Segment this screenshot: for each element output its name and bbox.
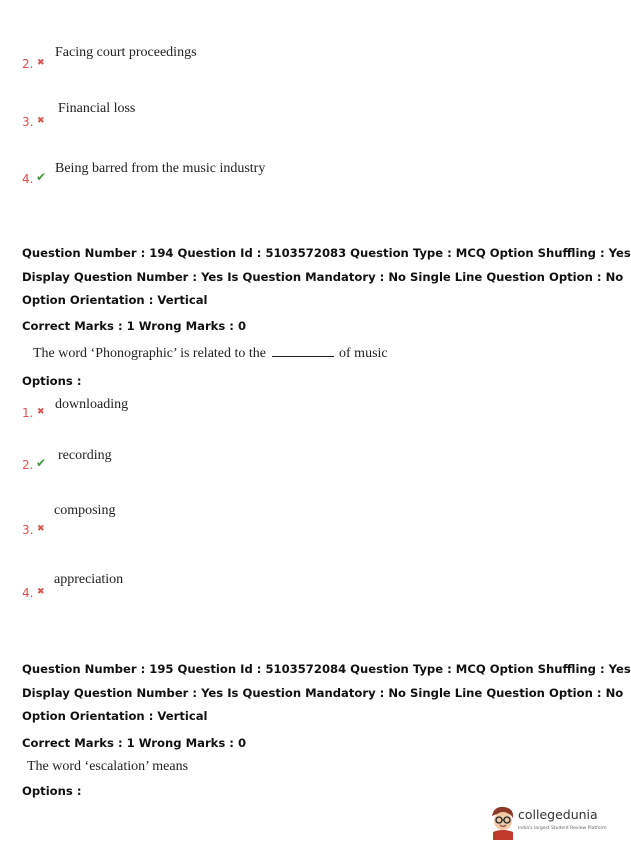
- question-meta-line2: Display Question Number : Yes Is Question Mandatory : No Single Line Question Option : No: [22, 270, 624, 284]
- option-text: Financial loss: [58, 101, 136, 116]
- option-number: 4.: [22, 586, 34, 600]
- question-meta-line1: Question Number : 195 Question Id : 5103572084 Question Type : MCQ Option Shuffling : Yes: [22, 662, 631, 676]
- question-marks: Correct Marks : 1 Wrong Marks : 0: [22, 736, 247, 750]
- cross-icon: ✖: [37, 587, 45, 597]
- question-meta-line2: Display Question Number : Yes Is Question Mandatory : No Single Line Question Option : No: [22, 686, 624, 700]
- cross-icon: ✖: [37, 116, 45, 126]
- question-meta-line3: Option Orientation : Vertical: [22, 709, 208, 723]
- option-number: 3.: [22, 115, 34, 129]
- option-text: Being barred from the music industry: [55, 161, 266, 176]
- option-number: 3.: [22, 523, 34, 537]
- answer-blank: [272, 346, 334, 357]
- option-number: 4.: [22, 172, 34, 186]
- cross-icon: ✖: [37, 58, 45, 68]
- option-text: appreciation: [54, 572, 124, 587]
- option-number: 1.: [22, 406, 34, 420]
- logo-tagline: India's largest Student Review Platform: [518, 826, 607, 831]
- question-marks: Correct Marks : 1 Wrong Marks : 0: [22, 319, 247, 333]
- check-icon: ✔: [36, 170, 47, 184]
- option-number: 2.: [22, 458, 34, 472]
- option-text: downloading: [55, 397, 129, 412]
- question-meta-line1: Question Number : 194 Question Id : 5103572083 Question Type : MCQ Option Shuffling : Yes: [22, 246, 631, 260]
- cross-icon: ✖: [37, 524, 45, 534]
- collegedunia-logo: [488, 804, 607, 840]
- option-text: composing: [54, 503, 116, 518]
- mascot-icon: [488, 804, 518, 840]
- option-text: recording: [58, 448, 112, 463]
- question-text-end: of music: [339, 346, 388, 361]
- question-text: [33, 346, 388, 362]
- options-label: Options :: [22, 784, 82, 798]
- check-icon: ✔: [36, 456, 47, 470]
- cross-icon: ✖: [37, 407, 45, 417]
- options-label: Options :: [22, 374, 82, 388]
- logo-name: collegedunia: [518, 807, 598, 822]
- question-meta-line3: Option Orientation : Vertical: [22, 293, 208, 307]
- option-text: Facing court proceedings: [55, 45, 197, 60]
- question-text: The word ‘escalation’ means: [27, 759, 189, 774]
- question-text-start: The word ‘Phonographic’ is related to the: [33, 346, 267, 361]
- option-number: 2.: [22, 57, 34, 71]
